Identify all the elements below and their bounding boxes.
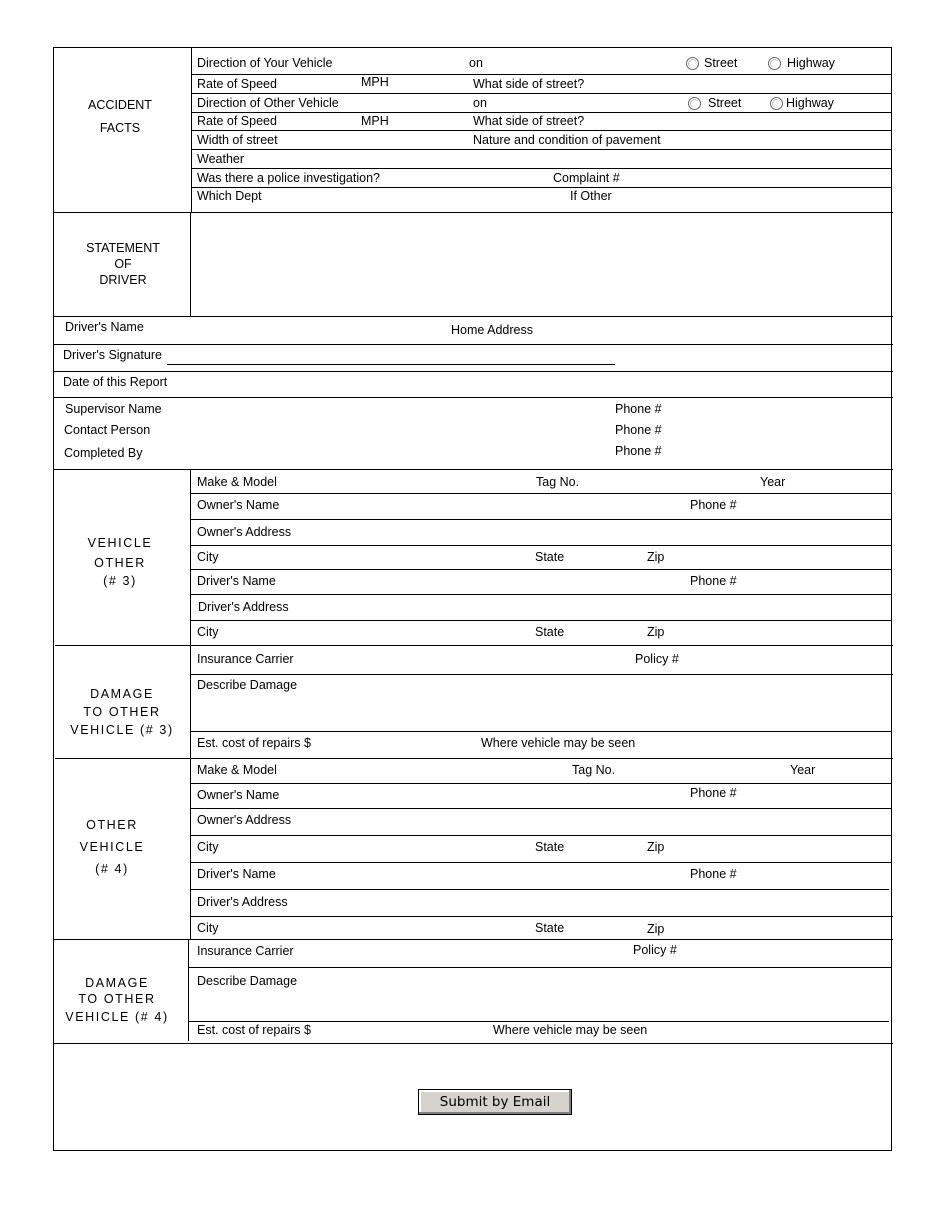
home-address-input[interactable] — [536, 324, 886, 338]
signature-line — [167, 364, 615, 365]
year-label: Year — [760, 475, 786, 489]
accident-facts-heading — [60, 97, 180, 136]
statement-textarea[interactable] — [195, 216, 887, 312]
insurance-carrier-input[interactable] — [298, 945, 628, 959]
direction-other-vehicle-input[interactable] — [346, 97, 466, 111]
zip-input[interactable] — [668, 841, 886, 855]
complaint-label: Complaint # — [553, 171, 620, 185]
policy-input[interactable] — [682, 944, 886, 958]
owners-address-label: Owner's Address — [197, 525, 292, 539]
drivers-address-input[interactable] — [294, 601, 886, 615]
est-cost-input[interactable] — [314, 1024, 486, 1038]
row-line — [191, 835, 891, 836]
on-label: on — [473, 96, 487, 110]
row-line — [191, 862, 891, 863]
row-line — [191, 130, 891, 131]
width-of-street-input[interactable] — [280, 134, 465, 148]
col-vehicle4 — [190, 759, 191, 939]
phone-label: Phone # — [690, 867, 737, 881]
owners-address-input[interactable] — [296, 526, 886, 540]
zip-input[interactable] — [668, 551, 886, 565]
sep-contacts — [53, 469, 893, 470]
what-side-label: What side of street? — [473, 77, 585, 91]
contact-phone-input[interactable] — [664, 424, 886, 438]
heading-line: VEHICLE (# 4) — [65, 1010, 169, 1024]
est-cost-input[interactable] — [314, 737, 474, 751]
where-seen-label: Where vehicle may be seen — [493, 1023, 648, 1037]
drivers-name-label: Driver's Name — [197, 867, 276, 881]
col-vehicle3 — [190, 470, 191, 645]
highway-radio[interactable] — [770, 97, 783, 110]
pavement-input[interactable] — [662, 134, 886, 148]
street-radio[interactable] — [688, 97, 701, 110]
policy-input[interactable] — [684, 653, 886, 667]
row-line — [191, 569, 891, 570]
heading-line: OTHER — [94, 556, 146, 570]
tag-no-label: Tag No. — [572, 763, 616, 777]
owners-name-input[interactable] — [284, 499, 684, 513]
owners-name-input[interactable] — [284, 789, 684, 803]
frame-left-lower — [53, 467, 54, 1150]
heading-line: OTHER — [86, 818, 138, 832]
phone-label: Phone # — [690, 498, 737, 512]
make-model-label: Make & Model — [197, 763, 277, 777]
where-seen-input[interactable] — [638, 737, 886, 751]
rate-of-speed-label: Rate of Speed — [197, 77, 277, 91]
insurance-carrier-input[interactable] — [298, 653, 628, 667]
state-input[interactable] — [568, 841, 642, 855]
row-line — [191, 620, 891, 621]
make-model-input[interactable] — [282, 764, 566, 778]
sep-vehicle4 — [53, 939, 893, 940]
what-side-input[interactable] — [586, 115, 886, 129]
rate-of-speed-input[interactable] — [278, 115, 358, 129]
row-line — [189, 1021, 889, 1022]
street-label: Street — [708, 96, 742, 110]
describe-damage-label: Describe Damage — [197, 974, 298, 988]
drivers-name-input[interactable] — [280, 868, 684, 882]
state-input[interactable] — [568, 922, 642, 936]
zip-input[interactable] — [668, 626, 886, 640]
make-model-input[interactable] — [282, 476, 530, 490]
row-line — [191, 916, 893, 917]
where-seen-label: Where vehicle may be seen — [481, 736, 636, 750]
highway-label: Highway — [786, 96, 834, 110]
frame-bottom — [53, 1150, 892, 1151]
weather-label: Weather — [197, 152, 245, 166]
complaint-input[interactable] — [622, 172, 886, 186]
completed-by-input[interactable] — [148, 447, 606, 461]
city-input[interactable] — [224, 922, 529, 936]
damage-3-heading — [60, 685, 184, 739]
zip-label: Zip — [647, 625, 665, 639]
heading-line: TO OTHER — [83, 705, 161, 719]
vehicle-4-heading — [50, 814, 174, 880]
drivers-name-input[interactable] — [280, 575, 684, 589]
sep-damage3 — [55, 758, 893, 759]
phone-label: Phone # — [690, 786, 737, 800]
contact-person-input[interactable] — [156, 424, 606, 438]
drivers-signature-label: Driver's Signature — [63, 348, 162, 362]
drivers-name-label: Driver's Name — [197, 574, 276, 588]
street-radio[interactable] — [686, 57, 699, 70]
policy-label: Policy # — [633, 943, 677, 957]
row-line — [191, 808, 891, 809]
submit-by-email-button[interactable]: Submit by Email — [418, 1089, 572, 1115]
heading-line: FACTS — [99, 121, 141, 135]
year-label: Year — [790, 763, 816, 777]
heading-line: (# 4) — [95, 862, 129, 876]
home-address-label: Home Address — [451, 323, 533, 337]
heading-line: DRIVER — [99, 273, 147, 287]
row-line — [191, 74, 891, 75]
drivers-name-label: Driver's Name — [65, 320, 144, 334]
what-side-label: What side of street? — [473, 114, 585, 128]
city-input[interactable] — [224, 626, 529, 640]
heading-line: (# 3) — [103, 574, 137, 588]
drivers-name-input[interactable] — [148, 322, 444, 336]
city-input[interactable] — [224, 551, 529, 565]
heading-line: TO OTHER — [78, 992, 156, 1006]
police-investigation-label: Was there a police investigation? — [197, 171, 380, 185]
owner-phone-input[interactable] — [740, 787, 886, 801]
drivers-signature-input[interactable] — [170, 348, 612, 362]
row-line — [191, 112, 891, 113]
highway-radio[interactable] — [768, 57, 781, 70]
state-label: State — [535, 550, 565, 564]
city-label: City — [197, 840, 219, 854]
drivers-address-input[interactable] — [294, 896, 886, 910]
drivers-address-label: Driver's Address — [198, 600, 289, 614]
mph-label: MPH — [361, 75, 389, 89]
mph-label: MPH — [361, 114, 389, 128]
frame-top — [53, 47, 892, 48]
zip-label: Zip — [647, 550, 665, 564]
frame-left-upper — [53, 47, 54, 467]
col-damage4 — [188, 940, 189, 1041]
damage-4-heading — [55, 975, 179, 1025]
row-line — [191, 545, 891, 546]
insurance-carrier-label: Insurance Carrier — [197, 652, 294, 666]
date-of-report-input[interactable] — [170, 376, 610, 390]
policy-label: Policy # — [635, 652, 679, 666]
heading-line: STATEMENT — [86, 241, 160, 255]
tag-no-label: Tag No. — [536, 475, 580, 489]
vehicle-3-heading — [58, 533, 182, 589]
tag-no-input[interactable] — [620, 764, 784, 778]
tag-no-input[interactable] — [584, 476, 754, 490]
row-line — [191, 783, 891, 784]
heading-line: ACCIDENT — [88, 98, 152, 112]
on-label: on — [469, 56, 483, 70]
if-other-input[interactable] — [615, 190, 886, 204]
supervisor-name-input[interactable] — [166, 403, 606, 417]
row-line — [191, 168, 891, 169]
make-model-label: Make & Model — [197, 475, 277, 489]
describe-damage-label: Describe Damage — [197, 678, 298, 692]
where-seen-input[interactable] — [650, 1024, 886, 1038]
describe-damage-textarea[interactable] — [196, 990, 886, 1018]
driver-phone-input[interactable] — [740, 575, 886, 589]
heading-line: VEHICLE — [87, 536, 153, 550]
completed-phone-input[interactable] — [664, 445, 886, 459]
est-cost-label: Est. cost of repairs $ — [197, 1023, 311, 1037]
supervisor-name-label: Supervisor Name — [65, 402, 162, 416]
row-line — [191, 493, 891, 494]
heading-line: DAMAGE — [85, 976, 149, 990]
col-statement — [190, 213, 191, 316]
state-label: State — [535, 625, 565, 639]
driver-phone-input[interactable] — [740, 868, 886, 882]
which-dept-input[interactable] — [264, 190, 564, 204]
contact-person-label: Contact Person — [64, 423, 151, 437]
row-line — [191, 519, 891, 520]
zip-input[interactable] — [668, 923, 886, 937]
describe-damage-textarea[interactable] — [196, 694, 886, 728]
completed-by-label: Completed By — [64, 446, 143, 460]
heading-line: VEHICLE (# 3) — [70, 723, 174, 737]
insurance-carrier-label: Insurance Carrier — [197, 944, 294, 958]
city-label: City — [197, 550, 219, 564]
owners-address-input[interactable] — [296, 814, 886, 828]
sep-signature — [53, 371, 893, 372]
direction-other-vehicle-label: Direction of Other Vehicle — [197, 96, 339, 110]
est-cost-label: Est. cost of repairs $ — [197, 736, 311, 750]
year-input[interactable] — [792, 476, 886, 490]
sep-vehicle3 — [55, 645, 893, 646]
city-input[interactable] — [224, 841, 529, 855]
row-line — [191, 889, 889, 890]
on-street-input[interactable] — [490, 97, 680, 111]
row-line — [191, 93, 891, 94]
if-other-label: If Other — [570, 189, 612, 203]
row-line — [191, 187, 891, 188]
police-investigation-input[interactable] — [382, 172, 547, 186]
which-dept-label: Which Dept — [197, 189, 262, 203]
phone-label: Phone # — [615, 423, 662, 437]
supervisor-phone-input[interactable] — [664, 403, 886, 417]
direction-your-vehicle-input[interactable] — [336, 57, 464, 71]
nature-pavement-label: Nature and condition of pavement — [473, 133, 661, 147]
on-street-input[interactable] — [487, 57, 677, 71]
state-input[interactable] — [568, 626, 642, 640]
what-side-input[interactable] — [586, 78, 886, 92]
sep-damage4 — [53, 1043, 893, 1044]
width-of-street-label: Width of street — [197, 133, 278, 147]
sep-name — [53, 344, 893, 345]
heading-line: DAMAGE — [90, 687, 154, 701]
highway-label: Highway — [787, 56, 835, 70]
rate-of-speed-label: Rate of Speed — [197, 114, 277, 128]
row-line — [191, 731, 891, 732]
row-line — [191, 674, 893, 675]
weather-input[interactable] — [246, 153, 886, 167]
date-of-report-label: Date of this Report — [63, 375, 168, 389]
city-label: City — [197, 625, 219, 639]
row-line — [191, 594, 891, 595]
zip-label: Zip — [647, 840, 665, 854]
owners-address-label: Owner's Address — [197, 813, 292, 827]
phone-label: Phone # — [615, 402, 662, 416]
heading-line: OF — [114, 257, 132, 271]
zip-label: Zip — [647, 922, 665, 936]
owner-phone-input[interactable] — [740, 499, 886, 513]
owners-name-label: Owner's Name — [197, 498, 280, 512]
street-label: Street — [704, 56, 738, 70]
statement-heading — [62, 240, 184, 288]
col-damage3 — [190, 646, 191, 758]
state-label: State — [535, 921, 565, 935]
phone-label: Phone # — [690, 574, 737, 588]
row-line — [189, 967, 891, 968]
year-input[interactable] — [822, 764, 886, 778]
sep-accident — [53, 212, 893, 213]
city-label: City — [197, 921, 219, 935]
state-label: State — [535, 840, 565, 854]
direction-your-vehicle-label: Direction of Your Vehicle — [197, 56, 333, 70]
owners-name-label: Owner's Name — [197, 788, 280, 802]
row-line — [191, 149, 891, 150]
state-input[interactable] — [568, 551, 642, 565]
rate-of-speed-input[interactable] — [278, 78, 358, 92]
heading-line: VEHICLE — [79, 840, 145, 854]
sep-date — [53, 397, 893, 398]
phone-label: Phone # — [615, 444, 662, 458]
sep-statement — [53, 316, 893, 317]
drivers-address-label: Driver's Address — [197, 895, 288, 909]
